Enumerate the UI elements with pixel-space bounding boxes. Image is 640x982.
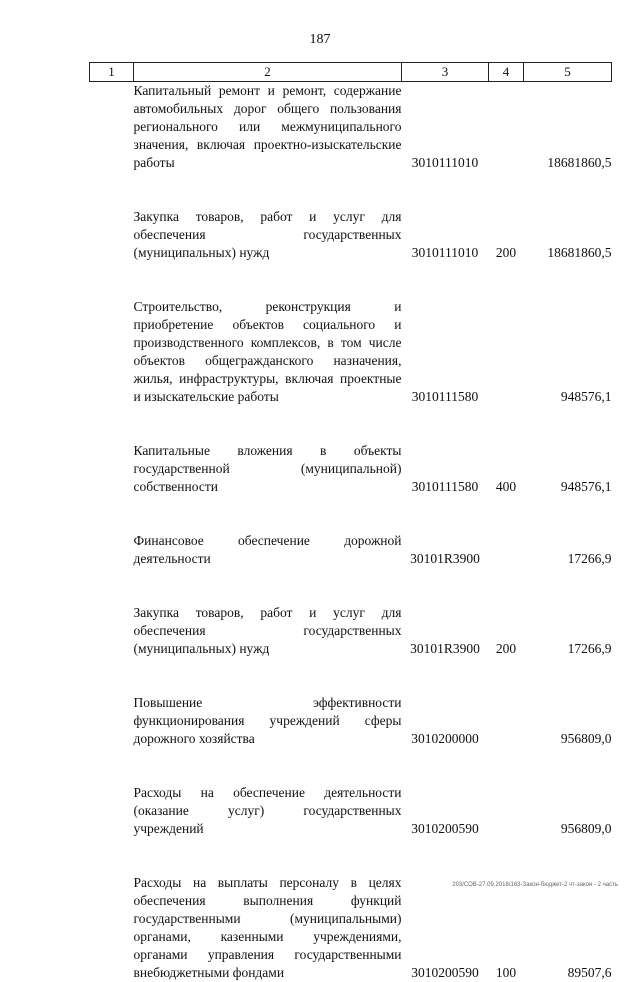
amount: 18681860,5	[547, 155, 612, 170]
expense-type-code	[489, 82, 524, 173]
document-footer: 203/СОВ-27.09.2018/163-Закон-бюджет-2 чт-закон - 2 часть	[452, 882, 618, 888]
amount: 948576,1	[560, 479, 612, 494]
expense-name: Закупка товаров, работ и услуг для обеспечения государственных (муниципальных) нужд	[133, 209, 402, 260]
expense-name: Расходы на выплаты персоналу в целях обеспечения выполнения функций государственными (муниципальными) органами, казенными учреждениями, органами управления государственными внебюджетными фондами	[133, 875, 402, 980]
expense-name: Капитальный ремонт и ремонт, содержание автомобильных дорог общего пользования регионального или межмуниципального значения, включая проектно-изыскательские работы	[133, 83, 402, 170]
table-row	[90, 568, 612, 658]
table-row	[90, 658, 612, 748]
amount: 17266,9	[567, 551, 612, 566]
table-row	[90, 172, 612, 262]
expense-type-code	[489, 748, 524, 838]
target-article-code: 3010200000	[411, 731, 479, 746]
amount: 18681860,5	[547, 245, 612, 260]
target-article-code: 3010200590	[411, 821, 479, 836]
table-row	[90, 406, 612, 496]
target-article-code: 3010111580	[411, 479, 479, 494]
amount: 956809,0	[560, 821, 612, 836]
expense-type-code: 200	[495, 245, 517, 260]
column-number-2: 2	[134, 63, 402, 82]
amount: 17266,9	[567, 641, 612, 656]
expense-name: Строительство, реконструкция и приобретение объектов социального и производственного комплексов, в том числе объектов общегражданского назначения, жилья, инфраструктуры, включая проектные и изыскательские работы	[133, 299, 402, 404]
target-article-code: 30101R3900	[410, 641, 480, 656]
table-row	[90, 496, 612, 568]
amount: 956809,0	[560, 731, 612, 746]
column-number-1: 1	[90, 63, 134, 82]
table-row	[90, 748, 612, 838]
expense-name: Повышение эффективности функционирования учреждений сферы дорожного хозяйства	[133, 695, 402, 746]
expense-name: Финансовое обеспечение дорожной деятельности	[133, 533, 402, 566]
budget-table	[89, 62, 612, 982]
expense-type-code	[489, 262, 524, 406]
column-number-4: 4	[489, 63, 524, 82]
target-article-code: 3010111010	[411, 155, 479, 170]
column-number-5: 5	[524, 63, 612, 82]
expense-type-code: 400	[495, 479, 517, 494]
target-article-code: 3010111580	[411, 389, 479, 404]
expense-type-code	[489, 496, 524, 568]
expense-type-code: 100	[495, 965, 517, 980]
column-number-3: 3	[402, 63, 489, 82]
expense-type-code: 200	[495, 641, 517, 656]
expense-type-code	[489, 658, 524, 748]
target-article-code: 3010111010	[411, 245, 479, 260]
column-number-header	[90, 63, 612, 82]
target-article-code: 3010200590	[411, 965, 479, 980]
target-article-code: 30101R3900	[410, 551, 480, 566]
amount: 89507,6	[567, 965, 612, 980]
expense-name: Расходы на обеспечение деятельности (оказание услуг) государственных учреждений	[133, 785, 402, 836]
table-row	[90, 82, 612, 173]
table-row	[90, 838, 612, 982]
table-row	[90, 262, 612, 406]
expense-name: Капитальные вложения в объекты государственной (муниципальной) собственности	[133, 443, 402, 494]
amount: 948576,1	[560, 389, 612, 404]
expense-name: Закупка товаров, работ и услуг для обеспечения государственных (муниципальных) нужд	[133, 605, 402, 656]
page-number: 187	[309, 32, 331, 47]
